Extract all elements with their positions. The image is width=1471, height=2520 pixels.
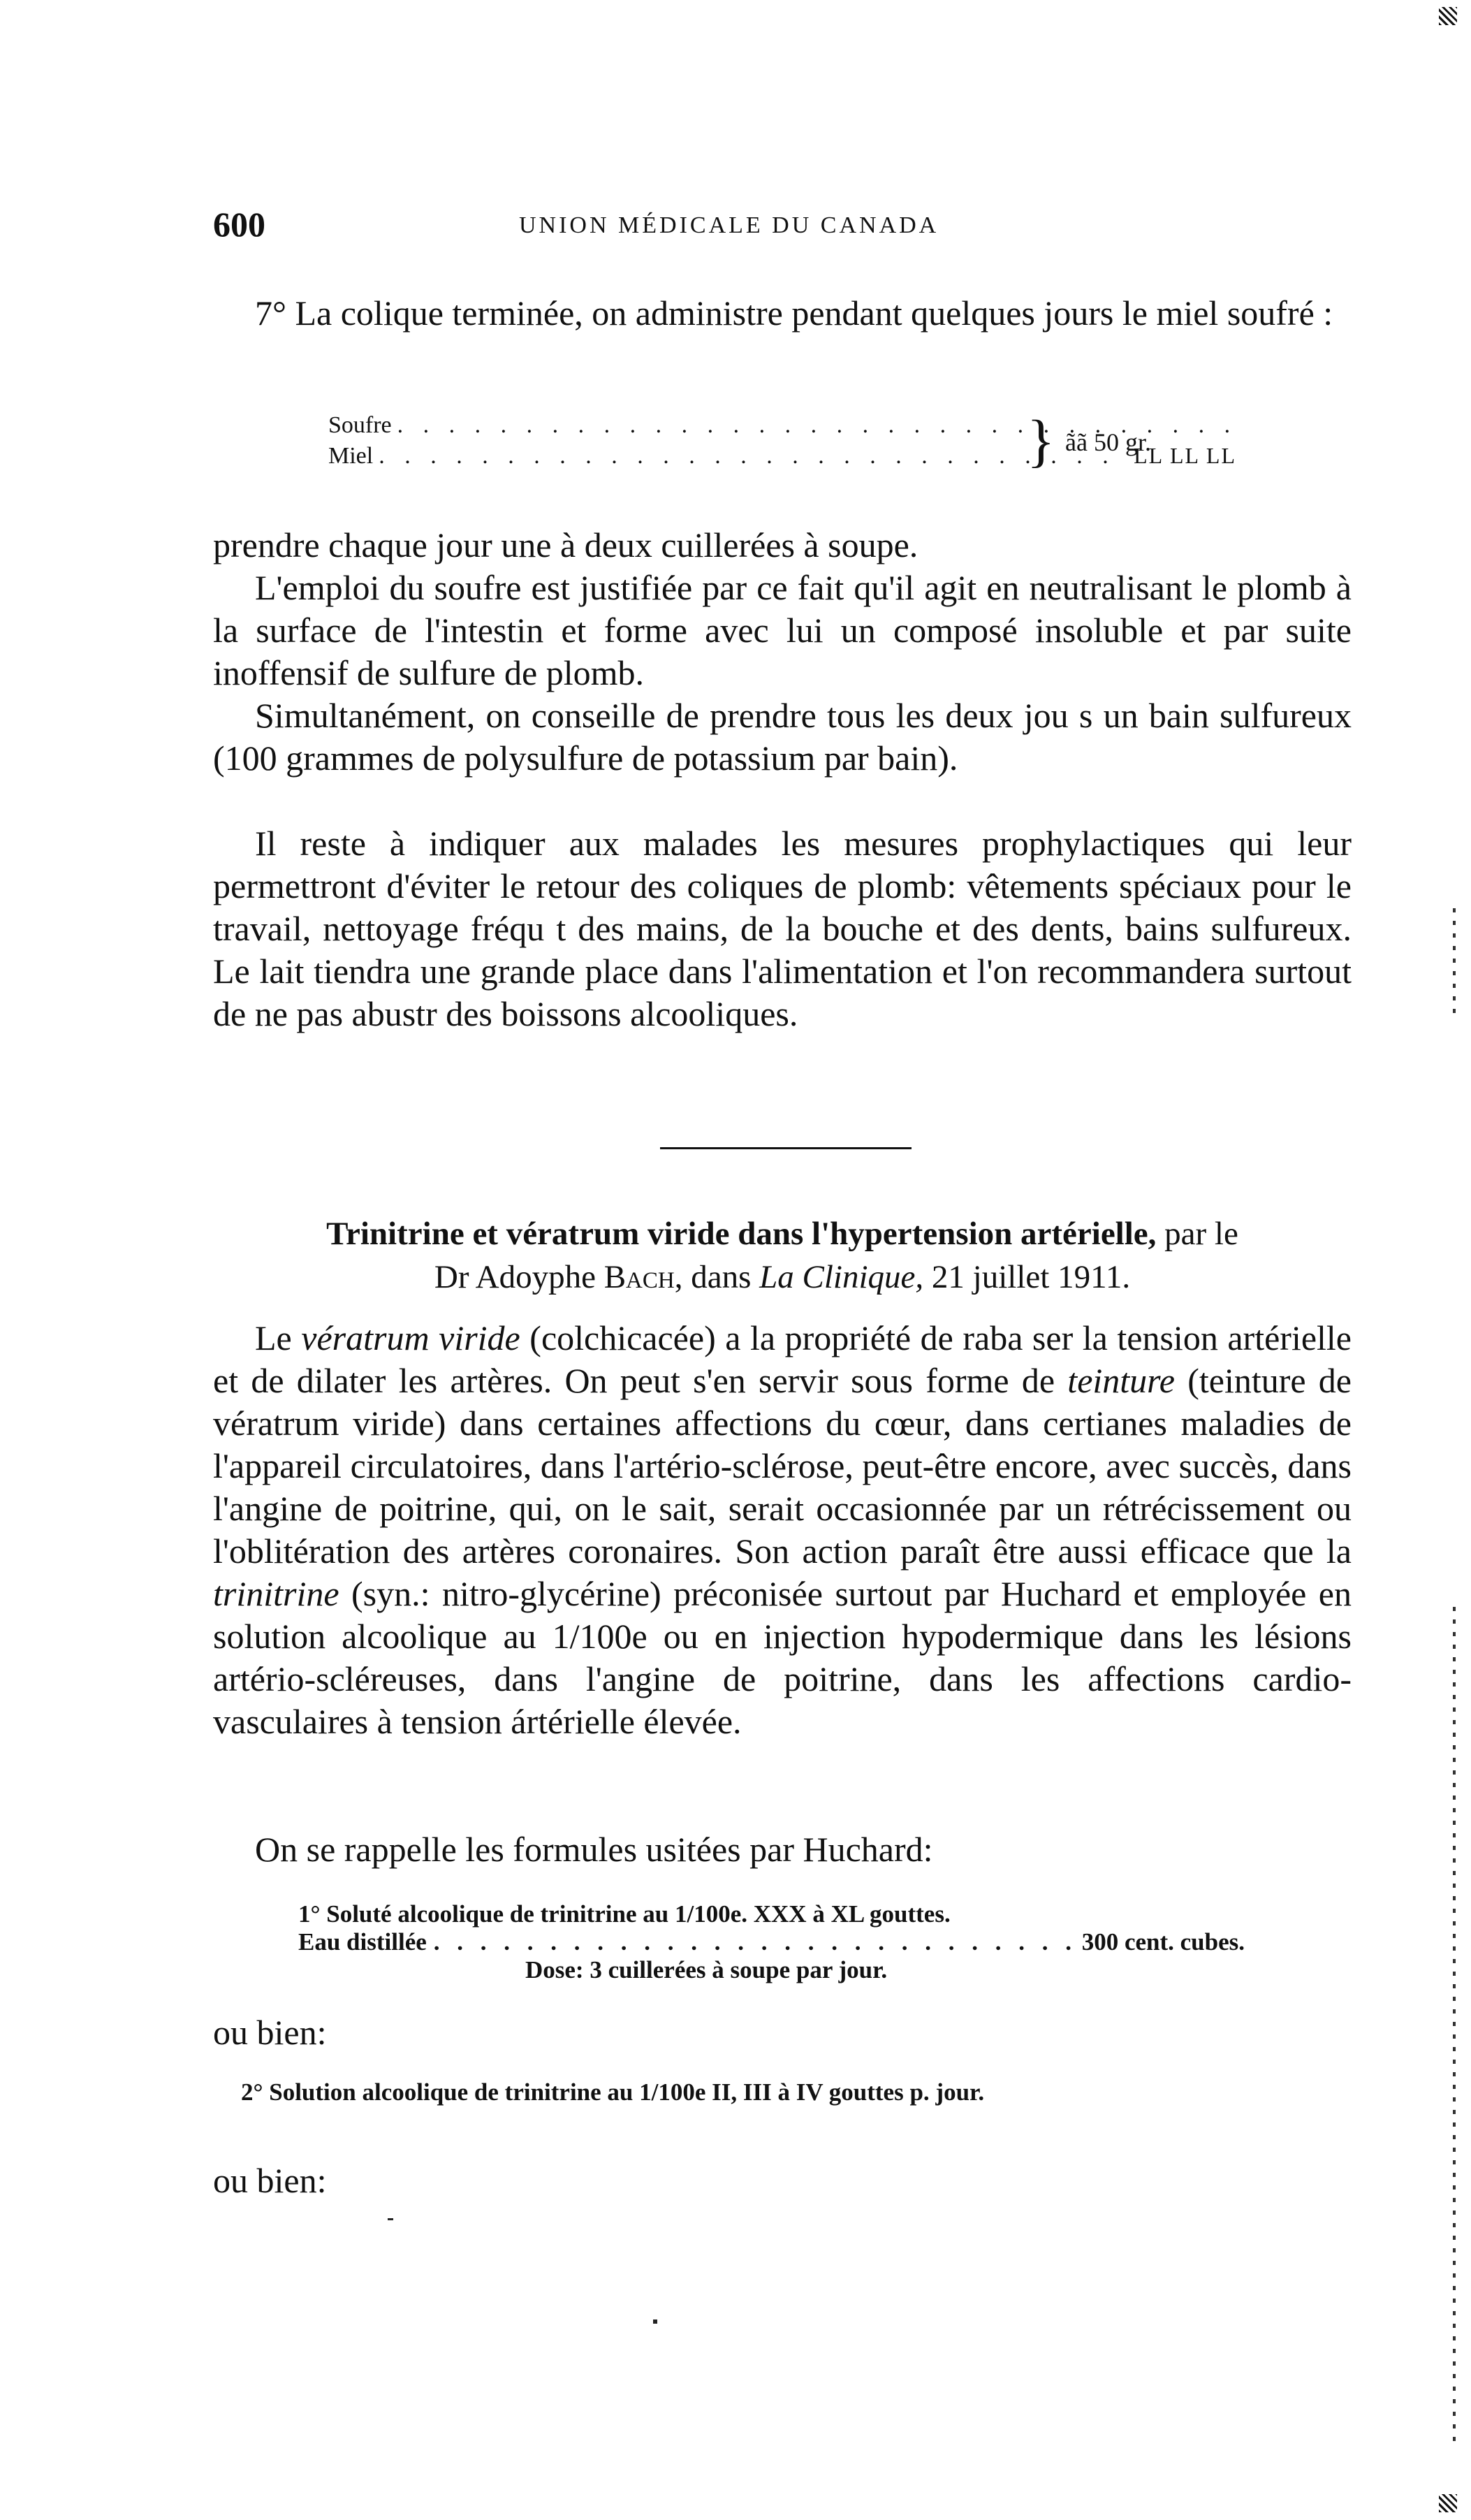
- paragraph: prendre chaque jour une à deux cuillerées à soupe.: [213, 525, 919, 565]
- text-run: (teinture de vératrum viride) dans certaines affections du cœur, dans certianes maladies de l'appareil circulatoires, dans l'artério-sclérose, peut-être encore, avec succès, dans l'angine de poitrine, qui, on le sait, serait occasionnée par un rétrécissement ou l'oblitération des artères coronaires. Son action paraît être aussi efficace que la: [213, 1361, 1352, 1571]
- journal-name: La Clinique,: [759, 1259, 924, 1295]
- paragraph: L'emploi du soufre est justifiée par ce fait qu'il agit en neutralisant le plomb à la surface de l'intestin et forme avec lui un composé insoluble et par suite inoffensif de sulfure de plomb.: [213, 568, 1352, 692]
- author-prefix: Dr Adoyphe: [434, 1259, 604, 1295]
- paragraph: Simultanément, on conseille de prendre tous les deux jou s un bain sulfureux (100 grammes de polysulfure de potassium par bain).: [213, 696, 1352, 778]
- formula-1: [298, 1900, 1245, 1984]
- scan-edge-mark: [1453, 908, 1456, 1020]
- recipe-block: [328, 409, 1236, 482]
- article-title: Trinitrine et vératrum viride dans l'hypertension artérielle,: [326, 1216, 1157, 1252]
- scan-corner-mark: [1439, 7, 1457, 25]
- formula-label: Eau distillée: [298, 1928, 427, 1955]
- leader-dots: [427, 1928, 1082, 1956]
- scan-speck: [653, 2319, 657, 2324]
- text-run: Le: [255, 1318, 302, 1357]
- connector-text: ou bien:: [213, 2013, 327, 2052]
- page-header: [213, 204, 1352, 253]
- article-in: dans: [682, 1259, 760, 1295]
- formula-2: 2° Solution alcoolique de trinitrine au 1/100e II, III à IV gouttes p. jour.: [241, 2078, 985, 2106]
- term-trinitrine: trinitrine: [213, 1574, 339, 1613]
- text-run: (colchicacée) a la propriété de raba ser la tension artérielle et de dilater les artères. On peut s'en servir sous forme de: [213, 1318, 1352, 1400]
- article-heading: [213, 1212, 1352, 1299]
- section-divider: [660, 1147, 912, 1149]
- paragraph: Il reste à indiquer aux malades les mesures prophylactiques qui leur permettront d'éviter le retour des coliques de plomb: vêtements spéciaux pour le travail, nettoyage fréqu t des mains, de la bouche et des dents, bains sulfureux. Le lait tiendra une grande place dans l'alimentation et l'on recommandera surtout de ne pas abustr des boissons alcooliques.: [213, 824, 1352, 1033]
- brace-glyph: }: [1027, 409, 1055, 474]
- term-veratrum: vératrum viride: [301, 1318, 520, 1357]
- text-run: (syn.: nitro-glycérine) préconisée surtout par Huchard et employée en solution alcoolique au 1/100e ou en injection hypodermique dans les lésions artério-scléreuses, dans l'angine de poitrine, dans les affections cardio-vasculaires à tension ártérielle élevée.: [213, 1574, 1352, 1741]
- formula-dose: Dose: 3 cuillerées à soupe par jour.: [525, 1956, 888, 1983]
- recipe-ingredient: Soufre: [328, 412, 392, 438]
- document-page: [213, 0, 1352, 2520]
- recipe-note: LL LL LL: [1134, 443, 1236, 468]
- leader-dots: [373, 443, 1127, 469]
- scan-speck: [388, 2218, 393, 2220]
- recipe-ingredient: Miel: [328, 443, 374, 469]
- recipe-quantity: ãã 50 gr.: [1065, 428, 1151, 456]
- running-title: UNION MÉDICALE DU CANADA: [519, 212, 939, 238]
- article-by: par le: [1164, 1216, 1238, 1252]
- article-paragraph: [213, 1317, 1352, 1743]
- scan-corner-mark: [1439, 2494, 1457, 2512]
- author-name: Bach,: [603, 1259, 683, 1295]
- scan-edge-mark: [1453, 1607, 1456, 2445]
- term-teinture: teinture: [1067, 1361, 1175, 1400]
- formula-line: [298, 1928, 1245, 1956]
- article-paragraph: On se rappelle les formules usitées par Huchard:: [255, 1830, 933, 1869]
- article-date: 21 juillet 1911.: [923, 1259, 1131, 1295]
- section-intro: 7° La colique terminée, on administre pendant quelques jours le miel soufré :: [255, 293, 1333, 333]
- page-number: 600: [213, 205, 265, 244]
- formula-line: 1° Soluté alcoolique de trinitrine au 1/100e. XXX à XL gouttes.: [298, 1900, 951, 1928]
- connector-text: ou bien:: [213, 2161, 327, 2200]
- formula-value: 300 cent. cubes.: [1081, 1928, 1245, 1955]
